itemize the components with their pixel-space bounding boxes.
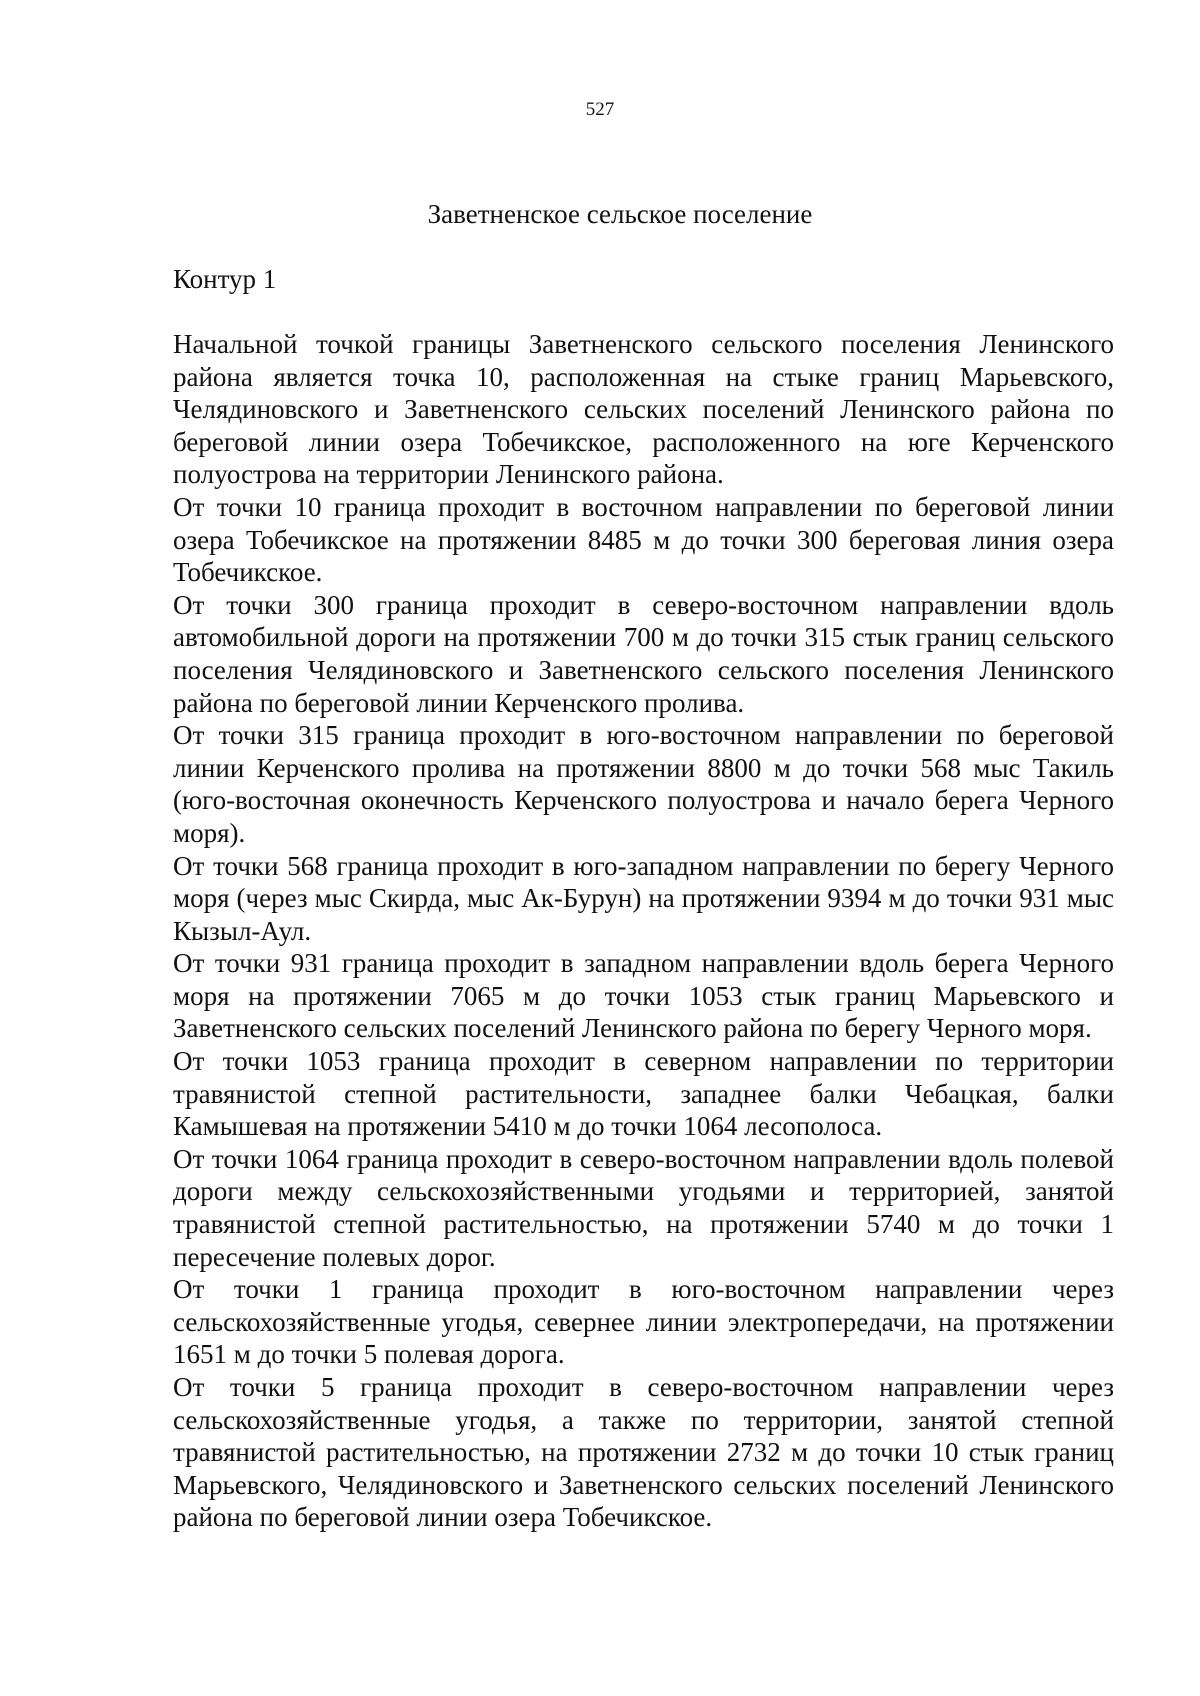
paragraph-point-10: От точки 10 граница проходит в восточном направлении по береговой линии озера Тобечикское на протяжении 8485 м до точки 300 береговая линия озера Тобечикское.: [173, 491, 1114, 588]
paragraph-start-point: Начальной точкой границы Заветненского сельского поселения Ленинского района является точка 10, расположенная на стыке границ Марьевского, Челядиновского и Заветненского сельских поселений Ленинского района по береговой линии озера Тобечикское, расположенного на юге Керченского полуострова на территории Ленинского района.: [173, 329, 1114, 490]
paragraph-point-568: От точки 568 граница проходит в юго-западном направлении по берегу Черного моря (через мыс Скирда, мыс Ак-Бурун) на протяжении 9394 м до точки 931 мыс Кызыл-Аул.: [173, 850, 1114, 946]
contour-label: Контур 1: [173, 264, 277, 294]
paragraph-point-1064: От точки 1064 граница проходит в северо-восточном направлении вдоль полевой дороги между сельскохозяйственными угодьями и территорией, занятой травянистой степной растительностью, на протяжении 5740 м до точки 1 пересечение полевых дорог.: [173, 1143, 1114, 1272]
paragraph-point-300: От точки 300 граница проходит в северо-восточном направлении вдоль автомобильной дороги на протяжении 700 м до точки 315 стык границ сельского поселения Челядиновского и Заветненского сельского поселения Ленинского района по береговой линии Керченского пролива.: [173, 589, 1114, 718]
page-number: 527: [585, 99, 615, 120]
boundary-description: [173, 328, 1114, 1534]
paragraph-point-315: От точки 315 граница проходит в юго-восточном направлении по береговой линии Керченского пролива на протяжении 8800 м до точки 568 мыс Такиль (юго-восточная оконечность Керченского полуострова и начало берега Черного моря).: [173, 720, 1114, 848]
paragraph-point-1053: От точки 1053 граница проходит в северном направлении по территории травянистой степной растительности, западнее балки Чебацкая, балки Камышевая на протяжении 5410 м до точки 1064 лесополоса.: [173, 1046, 1114, 1142]
paragraph-point-931: От точки 931 граница проходит в западном направлении вдоль берега Черного моря на протяжении 7065 м до точки 1053 стык границ Марьевского и Заветненского сельских поселений Ленинского района по берегу Черного моря.: [173, 948, 1114, 1044]
section-title: Заветненское сельское поселение: [427, 199, 813, 229]
paragraph-point-5: От точки 5 граница проходит в северо-восточном направлении через сельскохозяйственные угодья, а также по территории, занятой степной травянистой растительностью, на протяжении 2732 м до точки 10 стык границ Марьевского, Челядиновского и Заветненского сельских поселений Ленинского района по береговой линии озера Тобечикское.: [173, 1372, 1114, 1533]
paragraph-point-1: От точки 1 граница проходит в юго-восточном направлении через сельскохозяйственные угодья, севернее линии электропередачи, на протяжении 1651 м до точки 5 полевая дорога.: [173, 1274, 1114, 1370]
